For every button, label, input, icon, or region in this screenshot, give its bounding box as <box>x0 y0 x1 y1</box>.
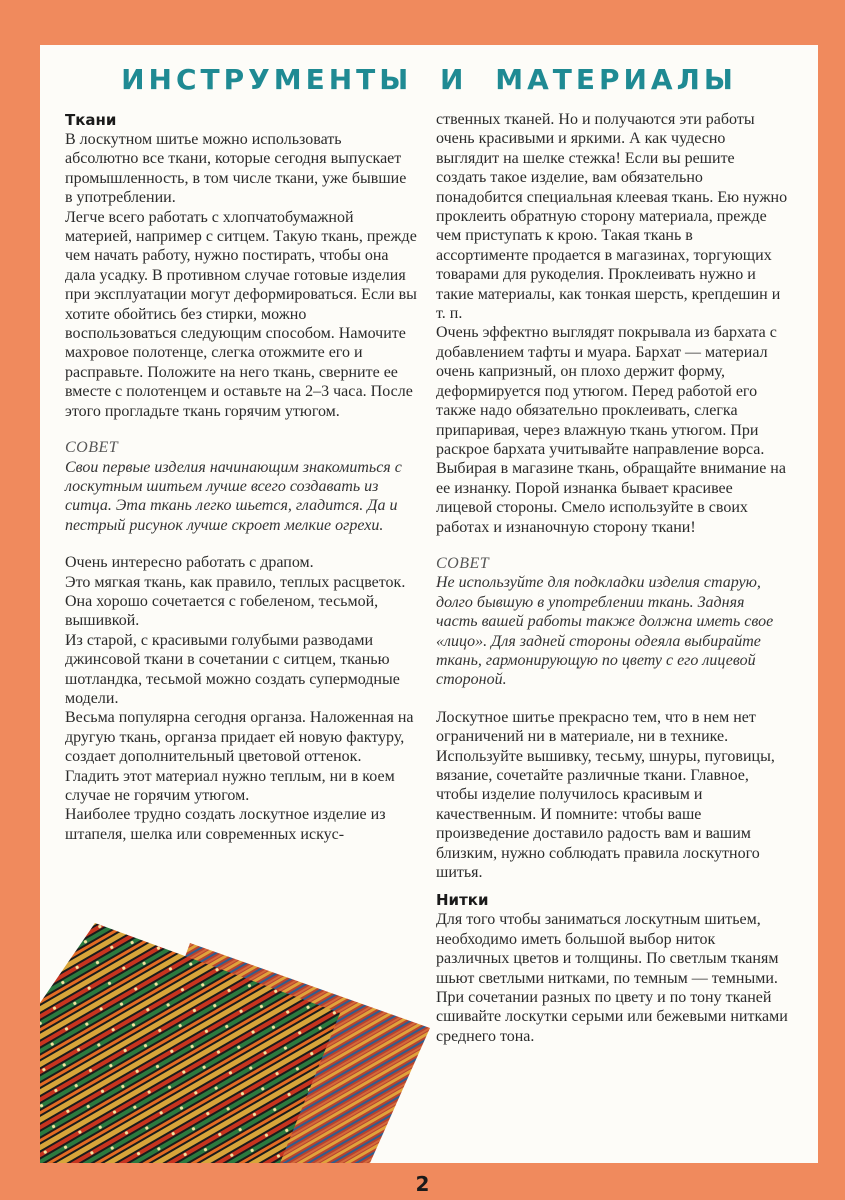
section-heading-fabrics: Ткани <box>65 111 117 129</box>
tip-label: СОВЕТ <box>436 554 490 572</box>
paragraph: Очень интересно работать с драпом. <box>65 554 314 572</box>
right-column <box>436 110 788 1046</box>
fabric-swatches-icon <box>40 923 430 1163</box>
paragraph: Очень эффектно выглядят покрывала из бархата с добавлением тафты и муара. Бархат — материал очень капризный, он плохо держит форму, деформируется под утюгом. Перед работой его также надо обязательно проклеивать, слегка припаривая, через влажную ткань утюгом. При раскрое бархата учитывайте направление ворса. <box>436 324 777 458</box>
paragraph: Легче всего работать с хлопчатобумажной материей, например с ситцем. Такую ткань, прежде чем начать работу, нужно постирать, чтобы она дала усадку. В противном случае готовые изделия при эксплуатации могут деформироваться. Если вы хотите обойтись без стирки, можно воспользоваться следующим способом. Намочите махровое полотенце, слегка отожмите его и расправьте. Положите на него ткань, сверните ее вместе с полотенцем и оставьте на 2–3 часа. После этого прогладьте ткань горячим утюгом. <box>65 208 417 420</box>
paragraph: В лоскутном шитье можно использовать абсолютно все ткани, которые сегодня выпускает промышленность, в том числе ткани, уже бывшие в употреблении. <box>65 131 407 207</box>
paragraph: Лоскутное шитье прекрасно тем, что в нем нет ограничений ни в материале, ни в технике. Используйте вышивку, тесьму, шнуры, пуговицы, вязание, сочетайте различные ткани. Главное, чтобы изделие получилось красивым и качественным. И помните: чтобы ваше произведение доставило радость вам и вашим близким, нужно соблюдать правила лоскутного шитья. <box>436 708 775 882</box>
paragraph: Наиболее трудно создать лоскутное изделие из штапеля, шелка или современных искус- <box>65 806 386 843</box>
paragraph: Это мягкая ткань, как правило, теплых расцветок. Она хорошо сочетается с гобеленом, тесьмой, вышивкой. <box>65 573 406 630</box>
paragraph: ственных тканей. Но и получаются эти работы очень красивыми и яркими. А как чудесно выглядит на шелке стежка! Если вы решите создать такое изделие, вам обязательно понадобится специальная клеевая ткань. Ею нужно проклеить обратную сторону материала, прежде чем приступать к крою. Такая ткань в ассортименте продается в магазинах, торгующих товарами для рукоделия. Проклеивать нужно и такие материалы, как тонкая шерсть, крепдешин и т. п. <box>436 111 788 323</box>
page-number: 2 <box>415 1172 430 1196</box>
tip-text: Не используйте для подкладки изделия старую, долго бывшую в употреблении ткань. Задняя часть вашей работы также должна иметь свое «лицо». Для задней стороны одеяла выбирайте ткань, гармонирующую по цвету с его лицевой стороной. <box>436 574 774 689</box>
tip-text: Свои первые изделия начинающим знакомиться с лоскутным шитьем лучше всего создавать из ситца. Эта ткань легко шьется, гладится. Да и пестрый рисунок лучше скроет мелкие огрехи. <box>65 458 402 534</box>
paragraph: Выбирая в магазине ткань, обращайте внимание на ее изнанку. Порой изнанка бывает красивее лицевой стороны. Смело используйте в своих работах и изнаночную сторону ткани! <box>436 460 786 536</box>
paragraph: Для того чтобы заниматься лоскутным шитьем, необходимо иметь большой выбор ниток различных цветов и толщины. По светлым тканям шьют светлыми нитками, по темным — темными. При сочетании разных по цвету и по тону тканей сшивайте лоскутки серыми или бежевыми нитками среднего тона. <box>436 911 788 1045</box>
section-heading-threads: Нитки <box>436 891 489 910</box>
tip-label: СОВЕТ <box>65 439 119 457</box>
paragraph: Из старой, с красивыми голубыми разводами джинсовой ткани в сочетании с ситцем, тканью шотландка, тесьмой можно создать супермодные модели. <box>65 631 400 707</box>
left-column <box>65 110 417 844</box>
paragraph: Весьма популярна сегодня органза. Наложенная на другую ткань, органза придает ей новую фактуру, создает дополнительный цветовой оттенок. Гладить этот материал нужно теплым, ни в коем случае не горячим утюгом. <box>65 709 414 804</box>
page-title: ИНСТРУМЕНТЫ И МАТЕРИАЛЫ <box>121 63 737 96</box>
page <box>40 45 818 1163</box>
